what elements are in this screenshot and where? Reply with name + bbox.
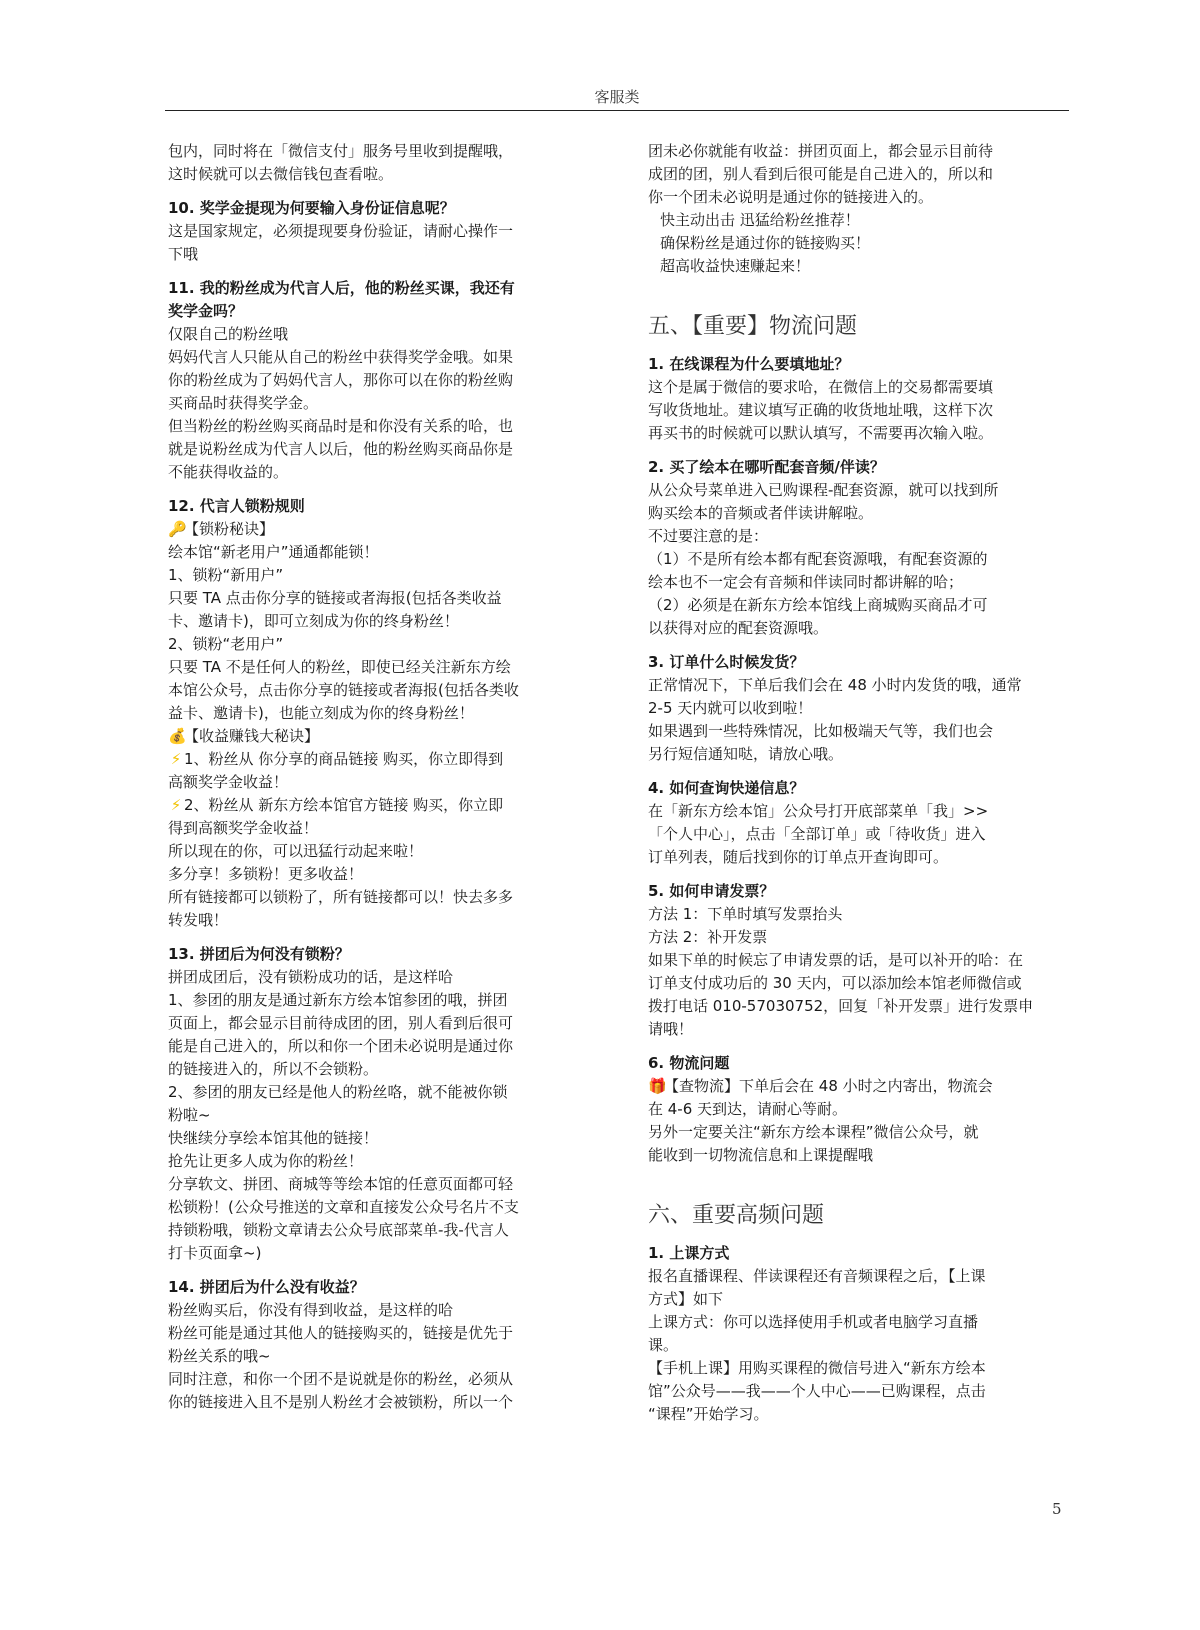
paragraph-line: 本馆公众号，点击你分享的链接或者海报(包括各类收	[168, 681, 519, 699]
paragraph-line: 松锁粉！(公众号推送的文章和直接发公众号名片不支	[168, 1198, 519, 1216]
subheading-line	[168, 518, 588, 541]
paragraph-line: 方法 1：下单时填写发票抬头	[648, 905, 843, 923]
question-heading-14: 14. 拼团后为什么没有收益？	[168, 1278, 365, 1296]
paragraph-line: 快主动出击 迅猛给粉丝推荐！	[660, 211, 860, 229]
paragraph-line: 订单列表，随后找到你的订单点开查询即可。	[648, 848, 949, 866]
paragraph-line: 抢先让更多人成为你的粉丝！	[168, 1152, 364, 1170]
paragraph-line: 【手机上课】用购买课程的微信号进入“新东方绘本	[648, 1359, 986, 1377]
paragraph-line: 妈妈代言人只能从自己的粉丝中获得奖学金哦。如果	[168, 348, 514, 366]
paragraph-line: 买商品时获得奖学金。	[168, 394, 319, 412]
key-icon: 🔑	[168, 520, 187, 538]
paragraph-line: 持锁粉哦，锁粉文章请去公众号底部菜单-我-代言人	[168, 1221, 509, 1239]
question-heading-r6: 6. 物流问题	[648, 1054, 730, 1072]
paragraph-line: 另外一定要关注“新东方绘本课程”微信公众号，就	[648, 1123, 979, 1141]
question-heading-12: 12. 代言人锁粉规则	[168, 497, 305, 515]
page-number: 5	[1052, 1500, 1062, 1518]
paragraph-line: 拼团成团后，没有锁粉成功的话，是这样哈	[168, 968, 454, 986]
paragraph-line: 的链接进入的，所以不会锁粉。	[168, 1060, 379, 1078]
paragraph-line: 益卡、邀请卡)，也能立刻成为你的终身粉丝！	[168, 704, 474, 722]
paragraph-line: 从公众号菜单进入已购课程-配套资源，就可以找到所	[648, 481, 999, 499]
paragraph-line: 成团的团，别人看到后很可能是自己进入的，所以和	[648, 165, 994, 183]
paragraph-line: 绘本馆“新老用户”通通都能锁！	[168, 543, 379, 561]
line-text: 2、粉丝从 新东方绘本馆官方链接 购买，你立即	[184, 796, 504, 814]
line-text: 【查物流】下单后会在 48 小时之内寄出，物流会	[664, 1077, 993, 1095]
paragraph-line: 所以现在的你，可以迅猛行动起来啦！	[168, 842, 424, 860]
lightning-icon: ⚡	[170, 796, 182, 814]
paragraph-line: 请哦！	[648, 1020, 694, 1038]
paragraph-line: 团未必你就能有收益：拼团页面上，都会显示目前待	[648, 142, 994, 160]
paragraph-line	[168, 748, 588, 771]
paragraph-line: 写收货地址。建议填写正确的收货地址哦，这样下次	[648, 401, 994, 419]
gift-icon: 🎁	[648, 1077, 667, 1095]
paragraph-line: 课。	[648, 1336, 679, 1354]
question-heading-r4: 4. 如何查询快递信息？	[648, 779, 805, 797]
paragraph-line: 方法 2：补开发票	[648, 928, 768, 946]
paragraph-line: 1、参团的朋友是通过新东方绘本馆参团的哦，拼团	[168, 991, 508, 1009]
paragraph-line: 得到高额奖学金收益！	[168, 819, 319, 837]
question-heading-11-cont: 奖学金吗？	[168, 302, 244, 320]
question-heading-s1: 1. 上课方式	[648, 1244, 730, 1262]
paragraph-line: 购买绘本的音频或者伴读讲解啦。	[648, 504, 874, 522]
paragraph-line: 但当粉丝的粉丝购买商品时是和你没有关系的哈，也	[168, 417, 514, 435]
paragraph-line: 粉丝可能是通过其他人的链接购买的，链接是优先于	[168, 1324, 514, 1342]
lightning-icon: ⚡	[170, 750, 182, 768]
line-text: 1、粉丝从 你分享的商品链接 购买，你立即得到	[184, 750, 504, 768]
paragraph-line: 在 4-6 天到达，请耐心等耐。	[648, 1100, 848, 1118]
question-heading-13: 13. 拼团后为何没有锁粉？	[168, 945, 350, 963]
paragraph-line: 拨打电话 010-57030752，回复「补开发票」进行发票申	[648, 997, 1034, 1015]
paragraph-line: 所有链接都可以锁粉了，所有链接都可以！快去多多	[168, 888, 514, 906]
paragraph-line: 能是自己进入的，所以和你一个团未必说明是通过你	[168, 1037, 514, 1055]
paragraph-line: 你的链接进入且不是别人粉丝才会被锁粉，所以一个	[168, 1393, 514, 1411]
subheading-text: 【收益赚钱大秘诀】	[184, 727, 320, 745]
paragraph-line: 转发哦！	[168, 911, 229, 929]
paragraph-line: 订单支付成功后的 30 天内，可以添加绘本馆老师微信或	[648, 974, 1022, 992]
paragraph-line: 卡、邀请卡)，即可立刻成为你的终身粉丝！	[168, 612, 459, 630]
paragraph-line: 如果下单的时候忘了申请发票的话，是可以补开的哈：在	[648, 951, 1024, 969]
question-heading-11: 11. 我的粉丝成为代言人后，他的粉丝买课，我还有	[168, 279, 515, 297]
section-heading-5: 五、【重要】物流问题	[648, 314, 858, 339]
paragraph-line: 页面上，都会显示目前待成团的团，别人看到后很可	[168, 1014, 514, 1032]
paragraph-line: 同时注意，和你一个团不是说就是你的粉丝，必须从	[168, 1370, 514, 1388]
paragraph-line: 馆”公众号——我——个人中心——已购课程，点击	[648, 1382, 986, 1400]
subheading-text: 【锁粉秘诀】	[184, 520, 275, 538]
paragraph-line: 能收到一切物流信息和上课提醒哦	[648, 1146, 874, 1164]
paragraph-line: 打卡页面拿~)	[168, 1244, 262, 1262]
paragraph-line: 1、锁粉“新用户”	[168, 566, 284, 584]
paragraph-line: 多分享！多锁粉！更多收益！	[168, 865, 364, 883]
header-divider	[165, 110, 1069, 111]
subheading-line	[168, 725, 588, 748]
paragraph-line: 粉啦~	[168, 1106, 211, 1124]
paragraph-line	[168, 794, 588, 817]
paragraph-line: （1）不是所有绘本都有配套资源哦，有配套资源的	[648, 550, 988, 568]
section-heading-6: 六、重要高频问题	[648, 1203, 825, 1228]
paragraph-line: 不过要注意的是：	[648, 527, 769, 545]
paragraph-line	[648, 1075, 1068, 1098]
question-heading-10: 10. 奖学金提现为何要输入身份证信息呢？	[168, 199, 455, 217]
paragraph-line: 不能获得收益的。	[168, 463, 289, 481]
paragraph-line: （2）必须是在新东方绘本馆线上商城购买商品才可	[648, 596, 988, 614]
question-heading-r2: 2. 买了绘本在哪听配套音频/伴读？	[648, 458, 885, 476]
paragraph-line: 仅限自己的粉丝哦	[168, 325, 289, 343]
paragraph-line: 只要 TA 点击你分享的链接或者海报(包括各类收益	[168, 589, 502, 607]
paragraph-line: 方式】如下	[648, 1290, 724, 1308]
paragraph-line: 再买书的时候就可以默认填写，不需要再次输入啦。	[648, 424, 994, 442]
paragraph-line: 你一个团未必说明是通过你的链接进入的。	[648, 188, 934, 206]
paragraph-line: 分享软文、拼团、商城等等绘本馆的任意页面都可轻	[168, 1175, 514, 1193]
paragraph-line: 「个人中心」，点击「全部订单」或「待收货」进入	[648, 825, 986, 843]
paragraph-line: 确保粉丝是通过你的链接购买！	[660, 234, 871, 252]
paragraph-line: 高额奖学金收益！	[168, 773, 289, 791]
paragraph-line: 这时候就可以去微信钱包查看啦。	[168, 165, 394, 183]
paragraph-line: 下哦	[168, 245, 199, 263]
paragraph-line: 就是说粉丝成为代言人以后，他的粉丝购买商品你是	[168, 440, 514, 458]
paragraph-line: 超高收益快速赚起来！	[660, 257, 811, 275]
question-heading-r5: 5. 如何申请发票？	[648, 882, 775, 900]
paragraph-line: “课程”开始学习。	[648, 1405, 769, 1423]
paragraph-line: 只要 TA 不是任何人的粉丝，即使已经关注新东方绘	[168, 658, 511, 676]
paragraph-line: 在「新东方绘本馆」公众号打开底部菜单「我」>>	[648, 802, 989, 820]
paragraph-line: 粉丝购买后，你没有得到收益，是这样的哈	[168, 1301, 454, 1319]
right-column	[648, 140, 1068, 1426]
paragraph-line: 粉丝关系的哦~	[168, 1347, 271, 1365]
paragraph-line: 这是国家规定，必须提现要身份验证，请耐心操作一	[168, 222, 514, 240]
paragraph-line: 你的粉丝成为了妈妈代言人，那你可以在你的粉丝购	[168, 371, 514, 389]
paragraph-line: 包内，同时将在「微信支付」服务号里收到提醒哦，	[168, 142, 514, 160]
paragraph-line: 以获得对应的配套资源哦。	[648, 619, 829, 637]
paragraph-line: 2、锁粉“老用户”	[168, 635, 284, 653]
paragraph-line: 2、参团的朋友已经是他人的粉丝咯，就不能被你锁	[168, 1083, 508, 1101]
question-heading-r3: 3. 订单什么时候发货？	[648, 653, 805, 671]
page-header: 客服类	[594, 88, 640, 106]
paragraph-line: 正常情况下，下单后我们会在 48 小时内发货的哦，通常	[648, 676, 1022, 694]
paragraph-line: 2-5 天内就可以收到啦！	[648, 699, 813, 717]
paragraph-line: 绘本也不一定会有音频和伴读同时都讲解的哈；	[648, 573, 964, 591]
money-bag-icon: 💰	[168, 727, 187, 745]
question-heading-r1: 1. 在线课程为什么要填地址？	[648, 355, 850, 373]
paragraph-line: 如果遇到一些特殊情况，比如极端天气等，我们也会	[648, 722, 994, 740]
paragraph-line: 快继续分享绘本馆其他的链接！	[168, 1129, 379, 1147]
paragraph-line: 上课方式：你可以选择使用手机或者电脑学习直播	[648, 1313, 979, 1331]
left-column	[168, 140, 588, 1414]
paragraph-line: 报名直播课程、伴读课程还有音频课程之后，【上课	[648, 1267, 986, 1285]
paragraph-line: 另行短信通知哒，请放心哦。	[648, 745, 844, 763]
paragraph-line: 这个是属于微信的要求哈，在微信上的交易都需要填	[648, 378, 994, 396]
